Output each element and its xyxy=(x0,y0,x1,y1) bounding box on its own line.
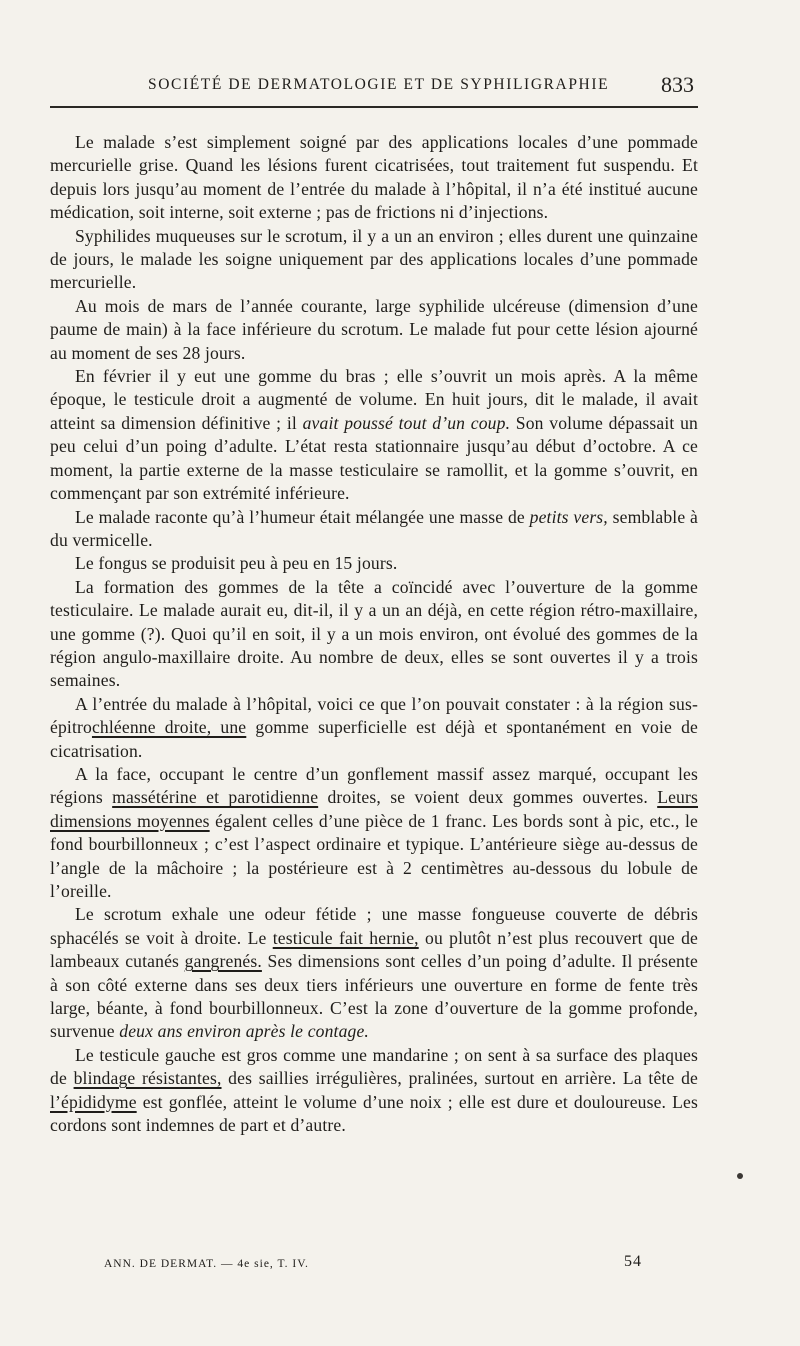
running-header xyxy=(50,66,698,108)
paragraph xyxy=(50,506,698,553)
text-run: En février il y eut une gomme du bras ; elle s’ouvrit un mois après. A la même époque, le testicule droit a augmenté de volume. En huit jours, dit le malade, il avait atteint sa dimension définitive ; il xyxy=(50,366,698,433)
text-run: gomme superficielle est déjà et spontanément en voie de cicatrisation. xyxy=(50,717,698,761)
paragraph xyxy=(50,225,698,295)
paragraph xyxy=(50,1044,698,1138)
text-run: Le fongus se produisit peu à peu en 15 jours. xyxy=(75,553,398,574)
underlined-text: massétérine et parotidienne xyxy=(112,787,319,808)
text-run: La formation des gommes de la tête a coïncidé avec l’ouverture de la gomme testiculaire. Le malade aurait eu, dit-il, il y a un an déjà, en cette région rétro-maxillaire, une gomme (?). Quoi qu’il en soit, il y a un mois environ, ont évolué des gommes de la région angulo-maxillaire droite. Au nombre de deux, elles se sont ouvertes il y a trois semaines. xyxy=(50,576,698,691)
text-run: semblable à du vermicelle. xyxy=(50,506,699,550)
underlined-text: gangrenés. xyxy=(184,951,262,972)
text-run: Le scrotum exhale une odeur fétide ; une masse fongueuse couverte de débris sphacélés se voit à droite. Le xyxy=(50,904,698,948)
italic-text: petits vers, xyxy=(529,506,608,527)
paragraph xyxy=(50,365,698,505)
text-run: ou plutôt n’est plus recouvert que de lambeaux cutanés xyxy=(50,927,698,972)
text-run: des saillies irrégulières, pralinées, surtout en arrière. La tête de xyxy=(221,1068,698,1089)
signature-mark: 54 xyxy=(624,1253,642,1270)
underlined-text: Leurs dimensions moyennes xyxy=(50,787,698,831)
text-run: Le testicule gauche est gros comme une mandarine ; on sent à sa surface des plaques de xyxy=(50,1044,698,1089)
italic-text: deux ans environ après le contage. xyxy=(119,1021,369,1042)
text-run: Syphilides muqueuses sur le scrotum, il y a un an environ ; elles durent une quinzaine de jours, le malade les soigne uniquement par des applications locales d’une pommade mercurielle. xyxy=(50,225,698,293)
paragraph xyxy=(50,576,698,693)
page-footer xyxy=(104,1255,644,1275)
text-run: égalent celles d’une pièce de 1 franc. Les bords sont à pic, etc., le fond bourbillonneux ; c’est l’aspect ordinaire et typique. L’antérieure siège au-dessus de l’angle de la mâchoire ; la postérieure est à 2 centimètres au-dessous du lobule de l’oreille. xyxy=(50,810,698,901)
body-text xyxy=(50,131,698,1137)
text-run: est gonflée, atteint le volume d’une noix ; elle est dure et douloureuse. Les cordons sont indemnes de part et d’autre. xyxy=(50,1091,698,1136)
ink-speck xyxy=(737,1173,743,1179)
underlined-text: testicule fait hernie, xyxy=(272,927,419,948)
paragraph xyxy=(50,552,698,575)
text-run: Le malade raconte qu’à l’humeur était mélangée une masse de xyxy=(75,506,530,527)
paragraph xyxy=(50,131,698,225)
running-title: SOCIÉTÉ DE DERMATOLOGIE ET DE SYPHILIGRAPHIE xyxy=(148,76,610,93)
text-run: Ses dimensions sont celles d’un poing d’adulte. Il présente à son côté externe dans ses deux tiers inférieurs une ouverture en forme de fente très large, béante, à fond bourbillonneux. C’est la zone d’ouverture de la gomme profonde, survenue xyxy=(50,951,698,1042)
text-run: A l’entrée du malade à l’hôpital, voici ce que l’on pouvait constater : à la région sus-épitro xyxy=(50,693,698,738)
text-run: droites, se voient deux gommes ouvertes. xyxy=(318,787,658,808)
text-run: Au mois de mars de l’année courante, large syphilide ulcéreuse (dimension d’une paume de main) à la face inférieure du scrotum. Le malade fut pour cette lésion ajourné au moment de ses 28 jours. xyxy=(50,295,698,363)
journal-reference: ANN. DE DERMAT. — 4e sie, T. IV. xyxy=(104,1258,309,1270)
page-number: 833 xyxy=(661,72,694,97)
underlined-text: l’épididyme xyxy=(50,1091,137,1112)
underlined-text: blindage résistantes, xyxy=(73,1068,222,1089)
text-run: A la face, occupant le centre d’un gonflement massif assez marqué, occupant les régions xyxy=(50,763,698,808)
page xyxy=(50,66,698,1137)
underlined-text: chléenne droite, une xyxy=(91,717,247,738)
paragraph xyxy=(50,295,698,365)
paragraph xyxy=(50,763,698,903)
text-run: Son volume dépassait un peu celui d’un poing d’adulte. L’état resta stationnaire jusqu’au début d’octobre. A ce moment, la partie externe de la masse testiculaire se ramollit, et la gomme s’ouvrit, en commençant par son extrémité inférieure. xyxy=(50,412,699,504)
text-run: Le malade s’est simplement soigné par des applications locales d’une pommade mercurielle grise. Quand les lésions furent cicatrisées, tout traitement fut suspendu. Et depuis lors jusqu’au moment de l’entrée du malade à l’hôpital, il n’a été institué aucune médication, soit interne, soit externe ; pas de frictions ni d’injections. xyxy=(50,132,698,223)
paragraph xyxy=(50,903,698,1043)
italic-text: avait poussé tout d’un coup. xyxy=(302,412,511,433)
paragraph xyxy=(50,693,698,763)
